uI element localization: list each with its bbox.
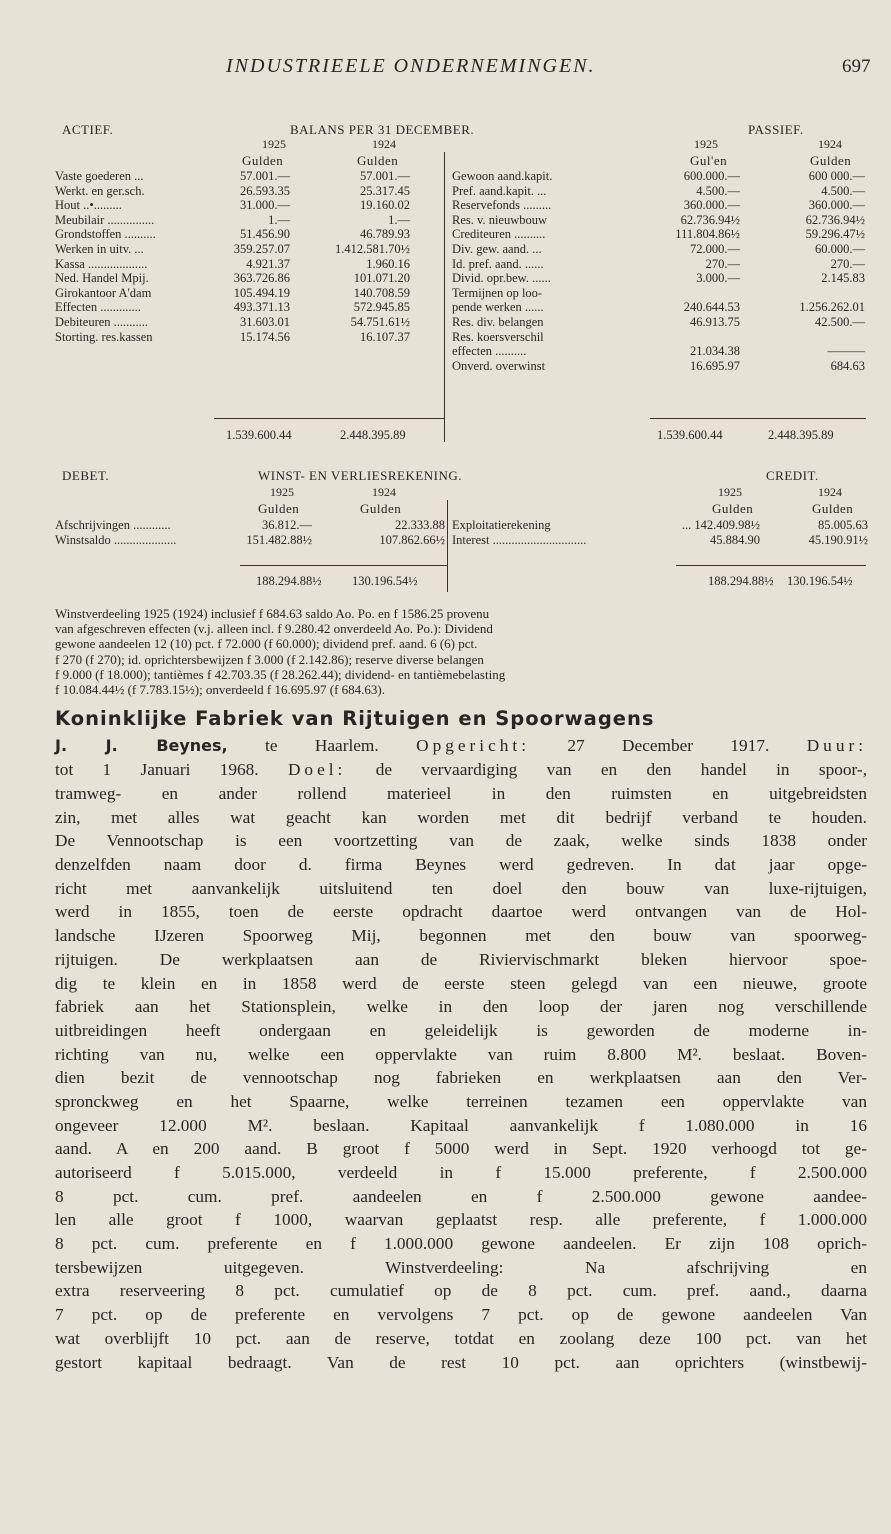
debet-row-1924: 107.862.66½ xyxy=(379,532,445,547)
company-body xyxy=(55,782,867,1374)
actief-row-label: Vaste goederen ... xyxy=(55,169,144,183)
body-line: uitbreidingen heeft ondergaan en geleidelijk is geworden de moderne in- xyxy=(55,1020,867,1040)
passief-row-label: Id. pref. aand. ...... xyxy=(452,256,544,271)
column-divider xyxy=(444,152,445,442)
body-line: tersbewijzen uitgegeven. Winstverdeeling: Na afschrijving en xyxy=(55,1257,867,1277)
passief-row-1924: 1.256.262.01 xyxy=(799,300,865,315)
passief-values-1924 xyxy=(760,169,865,373)
credit-values-1925 xyxy=(660,518,760,547)
unit-right-2: Gulden xyxy=(810,153,852,168)
debet-row-label: Winstsaldo .................... xyxy=(55,532,177,547)
actief-row-1924: 1.412.581.70½ xyxy=(335,241,410,256)
duur-label: Duur: xyxy=(806,736,868,755)
passief-row-1924: 270.— xyxy=(830,256,865,271)
body-line: rijtuigen. De werkplaatsen aan de Riviervischmarkt bleken hiervoor spoe- xyxy=(55,949,867,969)
actief-row-1925: 1.— xyxy=(268,212,290,227)
passief-row-1924: 42.500.— xyxy=(815,314,865,329)
pl-heading: WINST- EN VERLIESREKENING. xyxy=(258,468,463,483)
passief-row-1924: 600 000.— xyxy=(808,169,865,183)
actief-row-label: Grondstoffen .......... xyxy=(55,227,156,242)
passief-row-1924: 684.63 xyxy=(830,358,865,373)
credit-row-label: Interest .............................. xyxy=(452,532,587,547)
body-line: aand. A en 200 aand. B groot f 5000 werd in Sept. 1920 verhoogd tot ge- xyxy=(55,1139,867,1159)
passief-row-label: Gewoon aand.kapit. xyxy=(452,169,553,183)
debet-row-1925: 36.812.— xyxy=(262,518,312,532)
credit-row-label: Exploitatierekening xyxy=(452,518,551,532)
body-line: 7 pct. op de preferente en vervolgens 7 pct. op de gewone aandeelen Van xyxy=(55,1305,867,1325)
actief-row-1925: 363.726.86 xyxy=(233,271,290,286)
credit-row-1924: 45.190.91½ xyxy=(808,532,868,547)
body-line: autoriseerd f 5.015.000, verdeeld in f 15.000 preferente, f 2.500.000 xyxy=(55,1163,867,1182)
doel-label: Doel: xyxy=(287,759,347,779)
passief-row-1925: 21.034.38 xyxy=(690,344,740,359)
passief-row-label: Divid. opr.bew. ...... xyxy=(452,271,551,286)
passief-values-1925 xyxy=(650,169,740,373)
actief-row-1925: 31.603.01 xyxy=(240,314,290,329)
debet-labels xyxy=(55,518,250,547)
passief-row-1924: 4.500.— xyxy=(821,183,865,198)
passief-heading: PASSIEF. xyxy=(748,122,804,137)
debet-values-1924 xyxy=(330,518,445,547)
page-number: 697 xyxy=(842,56,871,77)
pl-total-rule-right xyxy=(676,565,866,566)
passief-row-1924: 2.145.83 xyxy=(821,271,865,286)
passief-row-label: Crediteuren .......... xyxy=(452,227,546,242)
passief-row-label: Res. koersverschil xyxy=(452,329,544,344)
passief-row-1925: 4.500.— xyxy=(696,183,740,198)
body-line: tramweg- en ander rollend materieel in den ruimsten en uitgebreidsten xyxy=(55,784,867,803)
opgericht-value: 27 December 1917. xyxy=(567,736,770,755)
body-line: 8 pct. cum. preferente en f 1.000.000 gewone aandeelen. Er zijn 108 oprich- xyxy=(55,1234,867,1254)
actief-row-1925: 57.001.— xyxy=(240,169,290,183)
company-name: Koninklijke Fabriek van Rijtuigen en Spoorwagens xyxy=(55,707,655,730)
actief-row-label: Kassa ................... xyxy=(55,256,148,271)
actief-row-1924: 46.789.93 xyxy=(360,227,410,242)
passief-row-1925: 72.000.— xyxy=(690,241,740,256)
actief-row-1925: 105.494.19 xyxy=(233,285,290,300)
actief-row-1924: 25.317.45 xyxy=(360,183,410,198)
actief-row-label: Storting. res.kassen xyxy=(55,329,153,344)
balance-heading: BALANS PER 31 DECEMBER. xyxy=(290,122,475,137)
passief-row-1925: 16.695.97 xyxy=(690,358,740,373)
passief-row-1924: 59.296.47½ xyxy=(805,227,865,242)
year-1925-right: 1925 xyxy=(694,137,718,151)
body-line: richt met aanvankelijk uitsluitend ten doel den bouw van luxe-rijtuigen, xyxy=(55,878,867,898)
passief-row-1925: 600.000.— xyxy=(683,169,740,183)
unit-right-1: Gul'en xyxy=(690,153,728,168)
year-1925-left: 1925 xyxy=(262,137,286,151)
body-line: landsche IJzeren Spoorweg Mij, begonnen met den bouw van spoorweg- xyxy=(55,926,867,946)
body-line: dig te klein en in 1858 werd de eerste steen gelegd van een nieuwe, groote xyxy=(55,973,867,993)
actief-row-label: Girokantoor A'dam xyxy=(55,285,152,300)
passief-row-label: Res. div. belangen xyxy=(452,314,544,329)
body-line: extra reserveering 8 pct. cumulatief op de 8 pct. cum. pref. aand., daarna xyxy=(55,1281,867,1301)
year-1924-left: 1924 xyxy=(372,137,396,151)
pl-total-right-1924: 130.196.54½ xyxy=(787,574,853,588)
company-first-line xyxy=(55,734,867,781)
actief-row-label: Debiteuren ........... xyxy=(55,314,149,329)
passief-row-1924: ——— xyxy=(827,344,865,359)
total-left-1924: 2.448.395.89 xyxy=(340,428,406,442)
company-founder: J. J. Beynes, xyxy=(55,736,228,755)
actief-row-label: Effecten ............. xyxy=(55,300,141,315)
credit-row-1925: 45.884.90 xyxy=(710,532,760,547)
body-line: fabriek aan het Stationsplein, welke in den loop der jaren nog verschillende xyxy=(55,997,867,1017)
debet-heading: DEBET. xyxy=(62,468,110,483)
body-line: denzelfden naam door d. firma Beynes werd gedreven. In dat jaar opge- xyxy=(55,855,867,875)
note-line: gewone aandeelen 12 (10) pct. f 72.000 (f 60.000); dividend pref. aand. 6 (6) pct. xyxy=(55,636,478,652)
actief-row-label: Ned. Handel Mpij. xyxy=(55,271,149,286)
passief-row-1924: 60.000.— xyxy=(815,241,865,256)
actief-row-label: Werkt. en ger.sch. xyxy=(55,183,145,198)
pl-unit-1: Gulden xyxy=(258,501,300,516)
note-line: f 270 (f 270); id. oprichtersbewijzen f 3.000 (f 2.142.86); reserve diverse belangen xyxy=(55,651,484,667)
credit-heading: CREDIT. xyxy=(766,468,819,483)
debet-values-1925 xyxy=(240,518,312,547)
actief-row-1925: 359.257.07 xyxy=(233,241,290,256)
actief-values-1925 xyxy=(215,169,290,344)
actief-row-1925: 4.921.37 xyxy=(246,256,290,271)
actief-row-1925: 31.000.— xyxy=(240,198,290,213)
actief-row-1924: 140.708.59 xyxy=(353,285,410,300)
passief-row-1925 xyxy=(650,286,740,301)
actief-row-1925: 493.371.13 xyxy=(233,300,290,315)
total-left-1925: 1.539.600.44 xyxy=(226,428,292,442)
note-line: f 10.084.44½ (f 7.783.15½); onverdeeld f 16.695.97 (f 684.63). xyxy=(55,681,385,697)
passief-row-1925: 270.— xyxy=(705,256,740,271)
pl-year-1925-right: 1925 xyxy=(718,485,742,499)
credit-row-1925: ... 142.409.98½ xyxy=(681,518,760,532)
body-line: len alle groot f 1000, waarvan geplaatst resp. alle preferente, f 1.000.000 xyxy=(55,1210,867,1230)
debet-row-1924: 22.333.88 xyxy=(395,518,445,532)
actief-row-label: Werken in uitv. ... xyxy=(55,241,144,256)
total-right-1924: 2.448.395.89 xyxy=(768,428,834,442)
unit-left-2: Gulden xyxy=(357,153,399,168)
body-line: spronckweg en het Spaarne, welke terreinen tezamen een oppervlakte van xyxy=(55,1091,867,1111)
profit-distribution-note xyxy=(55,606,865,697)
total-rule-right xyxy=(650,418,866,419)
passief-row-label: Pref. aand.kapit. ... xyxy=(452,183,547,198)
pl-year-1924-right: 1924 xyxy=(818,485,842,499)
opgericht-label: Opgericht: xyxy=(416,736,530,755)
passief-row-1925: 240.644.53 xyxy=(683,300,740,315)
passief-row-1925: 46.913.75 xyxy=(690,314,740,329)
actief-heading: ACTIEF. xyxy=(62,122,114,137)
credit-values-1924 xyxy=(770,518,868,547)
company-city: te Haarlem. xyxy=(265,736,379,755)
note-line: van afgeschreven effecten (v.j. alleen incl. f 9.280.42 onverdeeld Ao. Po.): Dividend xyxy=(55,621,493,637)
pl-total-rule-left xyxy=(240,565,447,566)
pl-unit-3: Gulden xyxy=(712,501,754,516)
running-title: INDUSTRIEELE ONDERNEMINGEN. xyxy=(226,55,596,77)
credit-labels xyxy=(452,518,662,547)
unit-left-1: Gulden xyxy=(242,153,284,168)
pl-column-divider xyxy=(447,500,448,592)
doel-rest: de vervaardiging van en den handel in spoor-, xyxy=(375,759,868,779)
pl-year-1924-left: 1924 xyxy=(372,485,396,499)
pl-total-right-1925: 188.294.88½ xyxy=(708,574,774,588)
actief-row-1924: 57.001.— xyxy=(360,169,410,183)
passief-row-1925: 3.000.— xyxy=(696,271,740,286)
actief-values-1924 xyxy=(318,169,410,344)
actief-row-label: Meubilair ............... xyxy=(55,212,155,227)
total-right-1925: 1.539.600.44 xyxy=(657,428,723,442)
debet-row-label: Afschrijvingen ............ xyxy=(55,518,171,532)
passief-row-label: Res. v. nieuwbouw xyxy=(452,212,548,227)
passief-row-1925: 62.736.94½ xyxy=(680,212,740,227)
credit-row-1924: 85.005.63 xyxy=(818,518,868,532)
passief-row-1925: 360.000.— xyxy=(683,198,740,213)
passief-row-1925 xyxy=(650,330,740,345)
passief-row-label: Reservefonds ......... xyxy=(452,198,552,213)
actief-row-label: Hout ..•......... xyxy=(55,198,122,213)
body-line: richting van nu, welke een oppervlakte van ruim 8.800 M². beslaat. Boven- xyxy=(55,1044,867,1064)
pl-total-left-1925: 188.294.88½ xyxy=(256,574,322,588)
actief-row-1924: 19.160.02 xyxy=(360,198,410,213)
passief-row-1924 xyxy=(760,286,865,301)
actief-row-1924: 572.945.85 xyxy=(353,300,410,315)
body-line: ongeveer 12.000 M². beslaan. Kapitaal aanvankelijk f 1.080.000 in 16 xyxy=(55,1115,867,1135)
actief-row-1924: 101.071.20 xyxy=(353,271,410,286)
pl-year-1925-left: 1925 xyxy=(270,485,294,499)
passief-row-1925: 111.804.86½ xyxy=(675,227,740,242)
pl-unit-4: Gulden xyxy=(812,501,854,516)
passief-row-label: Onverd. overwinst xyxy=(452,358,546,373)
body-line: gestort kapitaal bedraagt. Van de rest 10 pct. aan oprichters (winstbewij- xyxy=(55,1352,867,1372)
pl-total-left-1924: 130.196.54½ xyxy=(352,574,418,588)
passief-row-1924: 62.736.94½ xyxy=(805,212,865,227)
passief-row-label: Div. gew. aand. ... xyxy=(452,241,542,256)
passief-row-label: effecten .......... xyxy=(452,344,527,359)
passief-row-1924: 360.000.— xyxy=(808,198,865,213)
note-line: Winstverdeeling 1925 (1924) inclusief f 684.63 saldo Ao. Po. en f 1586.25 provenu xyxy=(55,606,490,621)
actief-row-1925: 15.174.56 xyxy=(240,329,290,344)
pl-unit-2: Gulden xyxy=(360,501,402,516)
year-1924-right: 1924 xyxy=(818,137,842,151)
debet-row-1925: 151.482.88½ xyxy=(246,532,312,547)
body-line: De Vennootschap is een voortzetting van de zaak, welke sinds 1838 onder xyxy=(55,831,867,851)
body-line: 8 pct. cum. pref. aandeelen en f 2.500.000 gewone aandee- xyxy=(55,1186,867,1206)
actief-row-1925: 26.593.35 xyxy=(240,183,290,198)
passief-row-label: pende werken ...... xyxy=(452,300,544,315)
actief-row-1924: 1.— xyxy=(388,212,410,227)
actief-row-1924: 1.960.16 xyxy=(366,256,410,271)
duur-value: tot 1 Januari 1968. xyxy=(55,759,259,779)
actief-row-1924: 54.751.61½ xyxy=(350,314,410,329)
body-line: werd in 1855, toen de eerste opdracht daartoe werd ontvangen van de Hol- xyxy=(55,902,867,922)
body-line: wat overblijft 10 pct. aan de reserve, totdat en zoolang deze 100 pct. van het xyxy=(55,1328,867,1348)
passief-labels xyxy=(452,169,652,373)
total-rule-left xyxy=(214,418,444,419)
actief-row-1925: 51.456.90 xyxy=(240,227,290,242)
body-line: dien bezit de vennootschap nog fabrieken en werkplaatsen aan den Ver- xyxy=(55,1068,867,1088)
note-line: f 9.000 (f 18.000); tantièmes f 42.703.35 (f 28.262.44); dividend- en tantièmebelasting xyxy=(55,666,506,682)
actief-labels xyxy=(55,169,230,344)
body-line: zin, met alles wat geacht kan worden met dit bedrijf verband te houden. xyxy=(55,807,867,827)
actief-row-1924: 16.107.37 xyxy=(360,329,410,344)
passief-row-1924 xyxy=(760,330,865,345)
passief-row-label: Termijnen op loo- xyxy=(452,285,543,300)
